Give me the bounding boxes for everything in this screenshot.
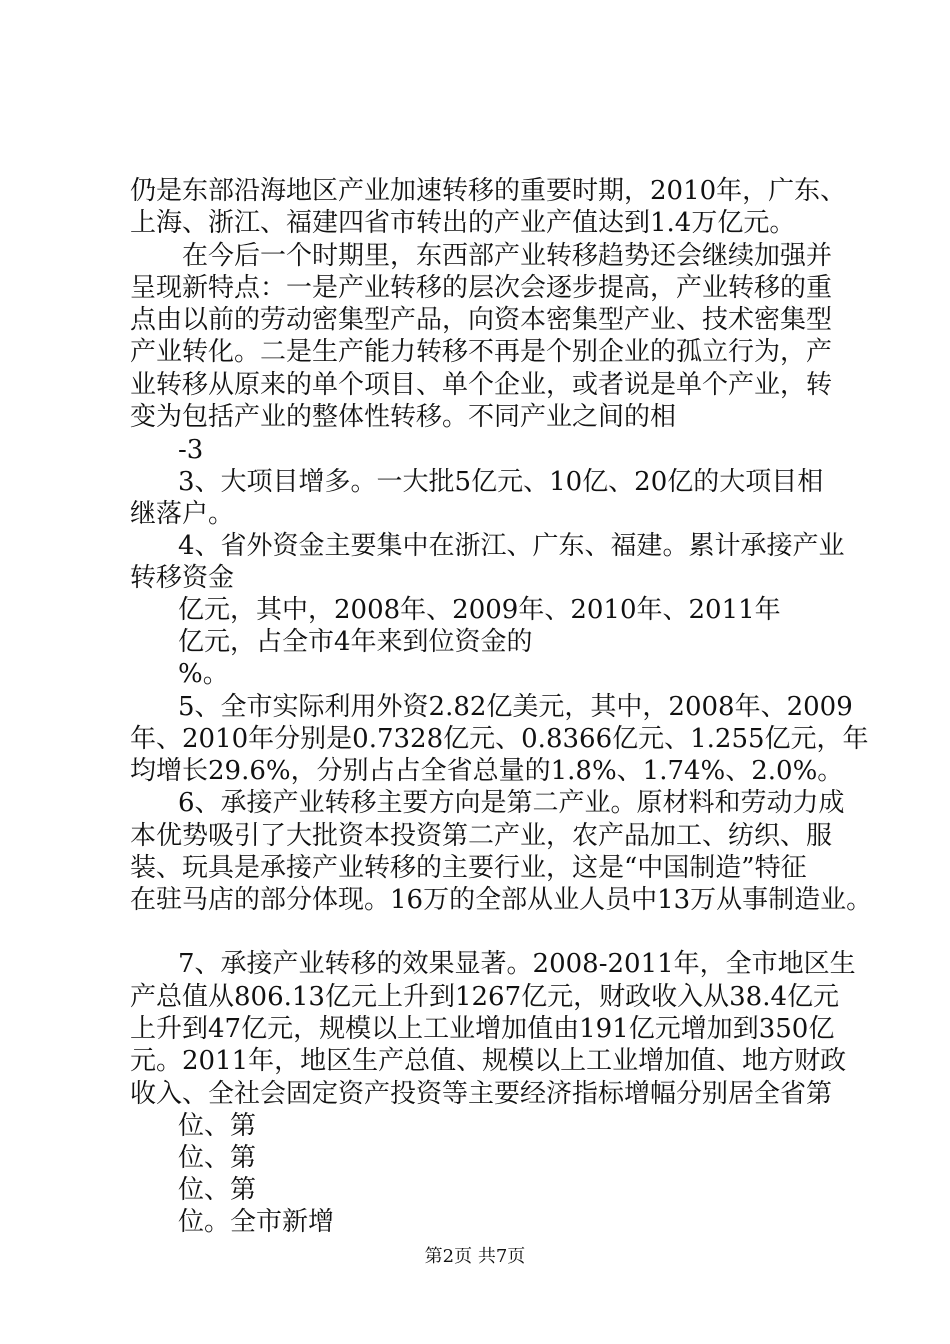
text-line: 收入、全社会固定资产投资等主要经济指标增幅分别居全省第	[130, 1079, 833, 1109]
text-line: 在今后一个时期里，东西部产业转移趋势还会继续加强并	[182, 241, 833, 271]
text-line: 年、2010年分别是0.7328亿元、0.8366亿元、1.255亿元，年	[130, 724, 869, 754]
page-footer: 第2页 共7页	[424, 1246, 526, 1267]
text-line: 在驻马店的部分体现。16万的全部从业人员中13万从事制造业。	[130, 885, 873, 915]
text-line: 3、大项目增多。一大批5亿元、10亿、20亿的大项目相	[178, 467, 824, 497]
text-line: 位、第	[178, 1175, 257, 1205]
text-line: 亿元，其中，2008年、2009年、2010年、2011年	[178, 595, 781, 625]
text-line: 元。2011年，地区生产总值、规模以上工业增加值、地方财政	[130, 1046, 847, 1076]
text-line: 本优势吸引了大批资本投资第二产业，农产品加工、纺织、服	[130, 821, 833, 851]
text-line: %。	[178, 659, 229, 689]
text-line: 点由以前的劳动密集型产品，向资本密集型产业、技术密集型	[130, 305, 833, 335]
text-line: 上海、浙江、福建四省市转出的产业产值达到1.4万亿元。	[130, 208, 796, 238]
text-line: 位、第	[178, 1143, 257, 1173]
text-line: 变为包括产业的整体性转移。不同产业之间的相	[130, 402, 677, 432]
text-line: 上升到47亿元，规模以上工业增加值由191亿元增加到350亿	[130, 1014, 835, 1044]
text-line: 产总值从806.13亿元上升到1267亿元，财政收入从38.4亿元	[130, 982, 840, 1012]
text-line: 继落户。	[130, 499, 235, 529]
page-marker: -3	[178, 435, 204, 465]
text-line: 4、省外资金主要集中在浙江、广东、福建。累计承接产业	[178, 531, 845, 561]
text-line: 业转移从原来的单个项目、单个企业，或者说是单个产业，转	[130, 370, 833, 400]
text-line: 产业转化。二是生产能力转移不再是个别企业的孤立行为，产	[130, 337, 833, 367]
text-line: 亿元，占全市4年来到位资金的	[178, 627, 533, 657]
text-line: 6、承接产业转移主要方向是第二产业。原材料和劳动力成	[178, 788, 845, 818]
text-line: 呈现新特点：一是产业转移的层次会逐步提高，产业转移的重	[130, 273, 833, 303]
text-line: 位。全市新增	[178, 1207, 335, 1237]
text-line: 仍是东部沿海地区产业加速转移的重要时期，2010年，广东、	[130, 176, 847, 206]
text-line: 装、玩具是承接产业转移的主要行业，这是“中国制造”特征	[130, 853, 807, 883]
text-line: 均增长29.6%，分别占占全省总量的1.8%、1.74%、2.0%。	[130, 756, 844, 786]
text-line: 位、第	[178, 1111, 257, 1141]
text-line: 转移资金	[130, 563, 235, 593]
text-line: 5、全市实际利用外资2.82亿美元，其中，2008年、2009	[178, 692, 853, 722]
text-line: 7、承接产业转移的效果显著。2008-2011年，全市地区生	[178, 949, 856, 979]
